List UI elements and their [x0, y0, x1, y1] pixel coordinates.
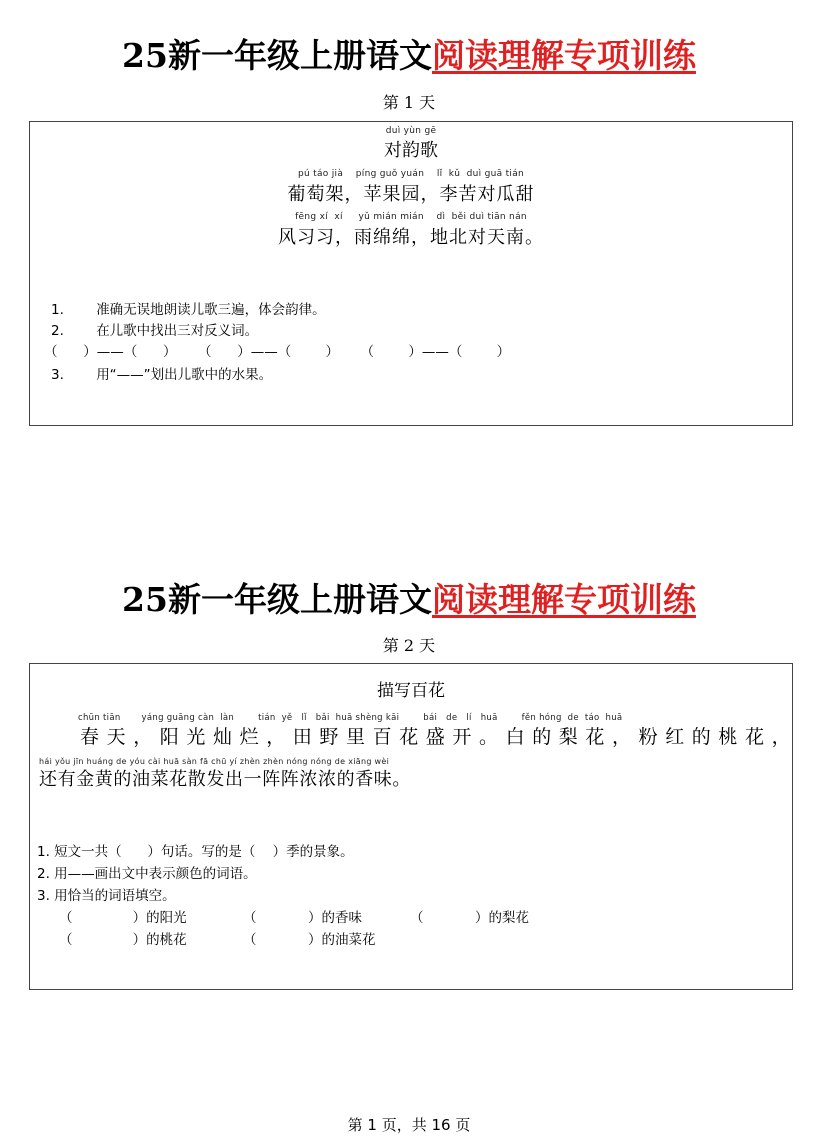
- question-2-2: 2. 用——画出文中表示颜色的词语。: [37, 866, 257, 882]
- para2-pinyin: hái yǒu jīn huáng de yóu cài huā sàn fā chū yí zhèn zhèn nóng nóng de xiāng wèi: [39, 757, 390, 766]
- question-1: [51, 298, 326, 318]
- question-3: [51, 363, 272, 383]
- fill-blank: （ ）的香味: [243, 910, 362, 926]
- fill-blank: （ ）的梨花: [410, 910, 529, 926]
- title-black-2: 25新一年级上册语文: [122, 580, 432, 619]
- question-1-text: 准确无误地朗读儿歌三遍，体会韵律。: [96, 302, 326, 318]
- exercise-box-2: [29, 663, 799, 990]
- question-2-num: 2.: [51, 323, 64, 339]
- day-label-1: 第 1 天: [382, 93, 436, 112]
- day-label-2: 第 2 天: [382, 636, 436, 655]
- page-title-1: [0, 36, 818, 76]
- title-red-1: 阅读理解专项训练: [431, 36, 696, 75]
- question-2-text: 在儿歌中找出三对反义词。: [96, 323, 259, 339]
- fill-blank: （ ）的桃花: [59, 932, 187, 948]
- title-black-1: 25新一年级上册语文: [122, 36, 432, 75]
- paragraph-line-1: 春天，阳光灿烂，田野里百花盛开。白的梨花，粉红的桃花，: [80, 726, 799, 748]
- antonym-blanks: （ ）——（ ） （ ）——（ ） （ ）——（ ）: [44, 344, 511, 360]
- question-2: [51, 319, 258, 339]
- fill-blank: （ ）的油菜花: [243, 932, 376, 948]
- poem-title: 对韵歌: [384, 140, 438, 161]
- line1-pinyin: pú táo jià píng guǒ yuán lǐ kǔ duì guā tián: [297, 169, 525, 179]
- page-title-2: [0, 580, 818, 620]
- text-title: 描写百花: [377, 681, 445, 701]
- para1-pinyin: chūn tiān yáng guāng càn làn tián yě lǐ bǎi huā shèng kāi bái de lí huā fěn hóng de táo huā: [78, 713, 623, 723]
- question-1-num: 1.: [51, 302, 64, 318]
- question-2-1: 1. 短文一共（ ）句话。写的是（ ）季的景象。: [37, 844, 354, 860]
- poem-line-2: 风习习，雨绵绵，地北对天南。: [278, 227, 544, 248]
- question-3-num: 3.: [51, 367, 64, 383]
- paragraph-line-2: 还有金黄的油菜花散发出一阵阵浓浓的香味。: [39, 769, 411, 790]
- page-footer: 第 1 页，共 16 页: [347, 1116, 471, 1134]
- poem-line-1: 葡萄架，苹果园，李苦对瓜甜: [287, 184, 535, 205]
- title-red-2: 阅读理解专项训练: [431, 580, 696, 619]
- line2-pinyin: fēng xí xí yǔ mián mián dì běi duì tiān nán: [295, 212, 527, 222]
- fill-blank: （ ）的阳光: [59, 910, 187, 926]
- exercise-box-1: [29, 121, 793, 426]
- question-3-text: 用“——”划出儿歌中的水果。: [96, 367, 273, 383]
- poem-title-pinyin: duì yùn gē: [385, 126, 437, 136]
- question-2-3: 3. 用恰当的词语填空。: [37, 888, 176, 904]
